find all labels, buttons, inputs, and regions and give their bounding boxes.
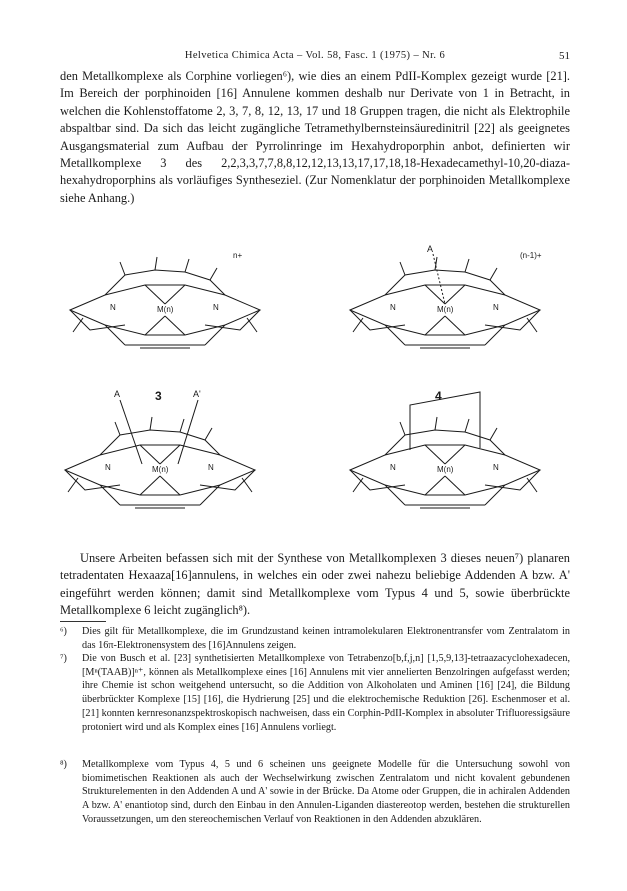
metal-label: M(n) [437, 465, 454, 474]
atom-label-n: N [208, 463, 214, 472]
paragraph-1: den Metallkomplexe als Corphine vorliegen⁶), wie dies an einem PdII-Komplex gezeigt wurde [21]. Im Bereich der porphinoiden [16] Annulene kommen deshalb nur Derivate von 1 in Betracht, in welchen die Kohlenstoffatome 2, 3, 7, 8, 12, 13, 17 und 18 Gruppen tragen, die nicht als Elektrophile abspaltbar sind. Da sich das leicht zugängliche Tetramethylbernsteinsäuredinitril [22] als geeignetes Ausgangsmaterial zum Aufbau der Pyrrolinringe im Hexahydroporphin anbot, definierten wir Metallkomplexe 3 des 2,2,3,3,7,7,8,8,12,12,13,13,17,17,18,18-Hexadecamethyl-10,20-diaza-hexahydroporphins als vorläufiges Syntheseziel. (Zur Nomenklatur der porphinoiden Metallkomplexe siehe Anhang.) [60, 69, 570, 205]
footnote-6 [60, 625, 570, 652]
charge-label: (n-1)+ [520, 251, 542, 260]
atom-label-n: N [110, 303, 116, 312]
structure-drawing [60, 245, 570, 535]
compound-number: 4 [435, 389, 442, 403]
addend-a: A [114, 389, 121, 399]
footnote-mark: ⁸) [60, 759, 67, 770]
structure-6 [350, 392, 540, 535]
paragraph-2: Unsere Arbeiten befassen sich mit der Synthese von Metallkomplexen 3 dieses neuen⁷) planaren tetradentaten Hexaaza[16]annulens, in welches ein oder zwei nahezu beliebige Addenden A bzw. A' eingeführt werden können; damit sind Metallkomplexe vom Typus 4 und 5, sowie überbrückte Metallkomplexe 6 leicht zugänglich⁸). [60, 551, 570, 618]
compound-number: 3 [155, 389, 162, 403]
footnote-7 [60, 652, 570, 734]
journal-title: Helvetica Chimica Acta – Vol. 58, Fasc. 1 (1975) – Nr. 6 [184, 50, 446, 61]
atom-label-n: N [493, 303, 499, 312]
charge-label: n+ [233, 251, 243, 260]
structure-3 [70, 251, 260, 403]
atom-label-n: N [390, 303, 396, 312]
atom-label-n: N [493, 463, 499, 472]
page-number: 51 [559, 50, 570, 62]
running-header [60, 50, 570, 68]
atom-label-n: N [213, 303, 219, 312]
footnote-rule [60, 621, 106, 622]
footnote-8 [60, 758, 570, 827]
structure-figure [60, 245, 570, 535]
structure-4 [350, 245, 542, 403]
metal-label: M(n) [437, 305, 454, 314]
structure-5 [65, 389, 255, 535]
footnote-text: Die von Busch et al. [23] synthetisierten Metallkomplexe von Tetrabenzo[b,f,j,n] [1,5,9,13]-tetraazacyclohexadecen, [Mⁿ(TAAB)]ⁿ⁺, können als Metallkomplexe eines [16] Annulens mit vier annelierten Benzolringen aufgefasst werden; ihre Chemie ist schon weitgehend untersucht, so die Addition von Alkoholaten und Aminen [16] [24], die Bildung überbrückter Komplexe [15] [16], die Hydrierung [25] und die elektrochemische Reduktion [26]. Eschenmoser et al. [21] konnten kernresonanzspektroskopisch nachweisen, dass ein Corphin-PdII-Komplex in absoluter Trifluoressigsäure protoniert wird und als Komplex eines [16] Annulens vorliegt. [82, 653, 570, 733]
metal-label: M(n) [157, 305, 174, 314]
footnote-mark: ⁷) [60, 653, 67, 664]
metal-label: M(n) [152, 465, 169, 474]
addend-a: A [427, 245, 434, 254]
footnote-text: Metallkomplexe vom Typus 4, 5 und 6 scheinen uns geeignete Modelle für die Untersuchung sowohl von biomimetischen Reaktionen als auch der Wechselwirkung zwischen Zentralatom und nicht kovalent gebundenen Strukturelementen in den Addenden A und A' sowie in der Brücke. Da Atome oder Gruppen, die in achiralen Addenden A bzw. A' enantiotop sind, durch den Einbau in den Annulen-Liganden diastereotop werden, bestehen die strukturellen Voraussetzungen, um den stereochemischen Verlauf von Reaktionen in den Addenden abzuklären. [82, 759, 570, 825]
addend-a-prime: A' [193, 389, 201, 399]
footnote-text: Dies gilt für Metallkomplexe, die im Grundzustand keinen intramolekularen Elektronentransfer vom Zentralatom in das 16π-Elektronensystem des [16]Annulens zeigen. [82, 626, 570, 651]
footnote-mark: ⁶) [60, 626, 67, 637]
atom-label-n: N [390, 463, 396, 472]
atom-label-n: N [105, 463, 111, 472]
